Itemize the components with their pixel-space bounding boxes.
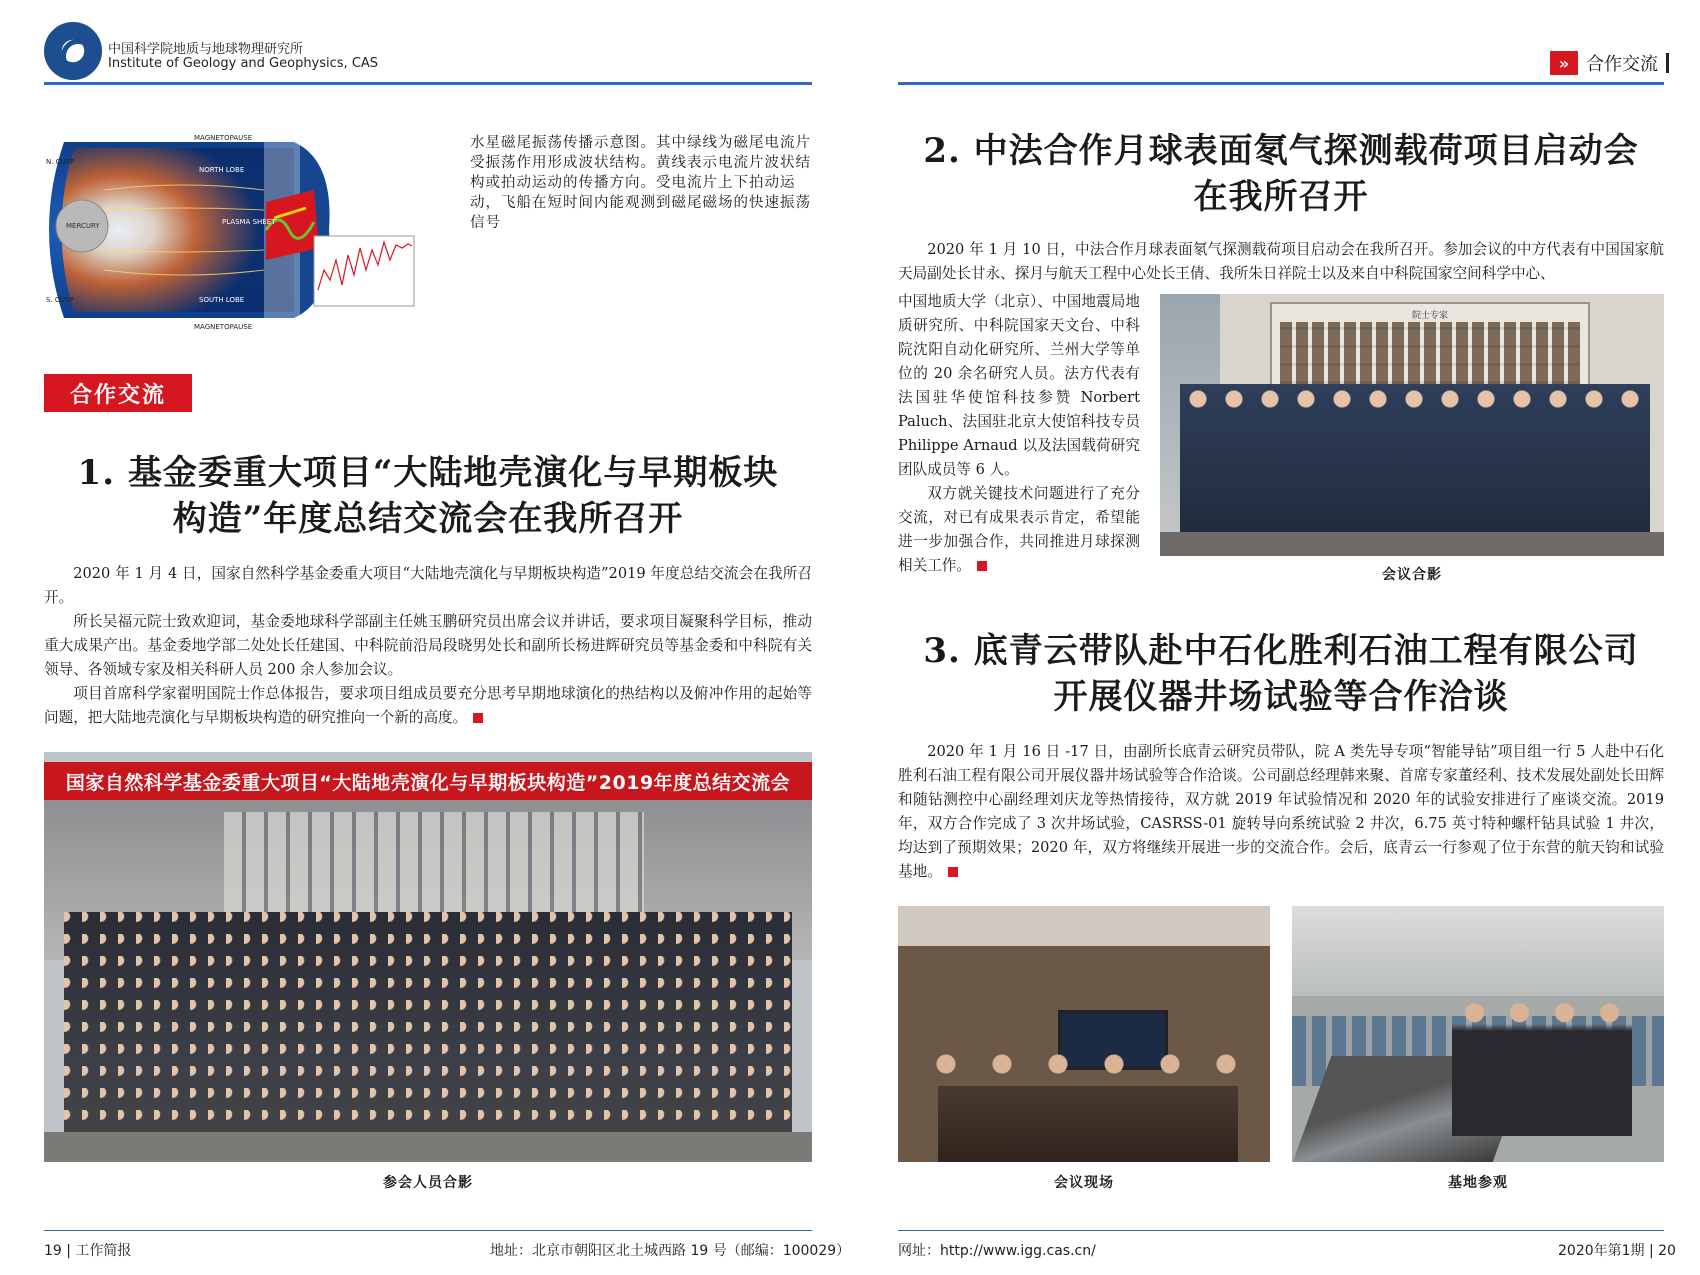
article1-p3-text: 项目首席科学家翟明国院士作总体报告，要求项目组成员要充分思考早期地球演化的热结构以及俯冲作用的起始等问题，把大陆地壳演化与早期板块构造的研究推向一个新的高度。	[44, 685, 812, 726]
end-mark	[948, 867, 958, 877]
portrait-wall-title: 院士专家	[1411, 311, 1448, 321]
article2-p2-text: 双方就关键技术问题进行了充分交流，对已有成果表示肯定，希望能进一步加强合作，共同推进月球探测相关工作。	[898, 485, 1140, 574]
article1-paragraph	[44, 682, 812, 730]
footer-page-label: 19 | 工作简报	[44, 1243, 132, 1259]
meeting-group-photo	[1160, 294, 1664, 556]
double-chevron-icon: »	[1550, 51, 1578, 75]
article1-body	[44, 562, 812, 730]
people-row	[1180, 384, 1650, 534]
floor	[1160, 532, 1664, 556]
footer-issue-page: 2020年第1期 | 20	[1558, 1243, 1676, 1259]
article3-p1-text: 2020 年 1 月 16 日 -17 日，由副所长底青云研究员带队，院 A 类先导专项“智能导钻”项目组一行 5 人赴中石化胜利石油工程有限公司开展仪器井场试验等合作洽谈。公司副总经理韩来聚、首席专家董经利、技术发展处副处长田辉和随钻测控中心副经理刘庆龙等热情接待，双方就 2019 年试验情况和 2020 年的试验安排进行了座谈交流。2019 年，双方合作完成了 3 次井场试验，CASRSS-01 旋转导向系统试验 2 井次，6.75 英寸特种螺杆钻具试验 1 井次，均达到了预期效果；2020 年，双方将继续开展进一步的交流合作。会后，底青云一行参观了位于东营的航天钧和试验基地。	[898, 743, 1664, 880]
article2-title	[898, 128, 1664, 220]
label-n-cusp: N. CUSP	[46, 158, 75, 166]
article2-paragraph: 2020 年 1 月 10 日，中法合作月球表面氡气探测载荷项目启动会在我所召开。参加会议的中方代表有中国国家航天局副处长甘永、探月与航天工程中心处长王倩、我所朱日祥院士以及来自中科院国家空间科学中心、	[898, 241, 1664, 282]
ceiling	[898, 906, 1270, 946]
article2-paragraph: 中国地质大学（北京）、中国地震局地质研究所、中科院国家天文台、中科院沈阳自动化研究所、兰州大学等单位的 20 余名研究人员。法方代表有法国驻华使馆科技参赞 Norbert Paluch、法国驻北京大使馆科技专员 Philippe Arnaud 以及法国载荷研究团队成员等 6 人。	[898, 293, 1140, 478]
article3-body	[898, 740, 1664, 884]
label-magnetopause-bottom: MAGNETOPAUSE	[194, 323, 253, 330]
header-rule-right	[898, 82, 1664, 85]
section-header-right	[1550, 50, 1669, 76]
institute-name-cn: 中国科学院地质与地球物理研究所	[108, 42, 304, 57]
label-north-lobe: NORTH LOBE	[199, 166, 245, 174]
ground	[44, 1132, 812, 1162]
section-header-label: 合作交流	[1586, 54, 1658, 75]
article3-title	[898, 628, 1664, 720]
header-rule	[44, 82, 812, 85]
meeting-room-caption: 会议现场	[1054, 1175, 1114, 1191]
crowd	[64, 912, 792, 1162]
end-mark	[473, 713, 483, 723]
base-visit-caption: 基地参观	[1448, 1175, 1508, 1191]
article2-body	[898, 290, 1140, 578]
footer-rule-right	[898, 1230, 1664, 1231]
meeting-room-photo	[898, 906, 1270, 1162]
end-mark	[977, 561, 987, 571]
meeting-photo-caption: 会议合影	[1382, 567, 1442, 583]
label-plasma-sheet: PLASMA SHEET	[222, 218, 276, 226]
article1-paragraph: 2020 年 1 月 4 日，国家自然科学基金委重大项目“大陆地壳演化与早期板块构造”2019 年度总结交流会在我所召开。	[44, 565, 812, 606]
label-mercury: MERCURY	[66, 222, 100, 230]
photo-banner: 国家自然科学基金委重大项目“大陆地壳演化与早期板块构造”2019年度总结交流会	[44, 762, 812, 800]
article3-paragraph	[898, 740, 1664, 884]
institute-name-en: Institute of Geology and Geophysics, CAS	[108, 56, 379, 71]
group-photo-caption: 参会人员合影	[383, 1175, 473, 1191]
section-tag: 合作交流	[44, 374, 192, 412]
footer-website: 网址：http://www.igg.cas.cn/	[898, 1243, 1096, 1259]
article2-title-line1: 2. 中法合作月球表面氡气探测载荷项目启动会	[923, 131, 1639, 171]
magnetotail-diagram	[44, 130, 464, 330]
attendees	[918, 1046, 1258, 1106]
cas-logo-icon	[44, 22, 102, 80]
article2-intro	[898, 238, 1664, 286]
article2-paragraph	[898, 482, 1140, 578]
article1-paragraph: 所长吴福元院士致欢迎词，基金委地球科学部副主任姚玉鹏研究员出席会议并讲话，要求项目凝聚科学目标，推动重大成果产出。基金委地学部二处处长任建国、中科院前沿局段晓男处长和副所长杨进辉研究员等基金委和中科院有关领导、各领域专家及相关科研人员 200 余人参加会议。	[44, 613, 812, 678]
article1-title-line2: 构造”年度总结交流会在我所召开	[172, 499, 684, 539]
article1-title	[44, 450, 812, 542]
article1-title-line1: 1. 基金委重大项目“大陆地壳演化与早期板块	[77, 453, 779, 493]
divider	[1666, 53, 1669, 73]
visitors	[1452, 996, 1632, 1136]
footer-address: 地址：北京市朝阳区北土城西路 19 号（邮编：100029）	[490, 1243, 851, 1259]
base-visit-photo	[1292, 906, 1664, 1162]
label-south-lobe: SOUTH LOBE	[199, 296, 245, 304]
label-s-cusp: S. CUSP	[46, 296, 74, 304]
diagram-caption: 水星磁尾振荡传播示意图。其中绿线为磁尾电流片受振荡作用形成波状结构。黄线表示电流片波状结构或拍动运动的传播方向。受电流片上下拍动运动，飞船在短时间内能观测到磁尾磁场的快速振荡信号	[470, 135, 811, 231]
workshop-ceiling	[1292, 906, 1664, 996]
footer-rule	[44, 1230, 812, 1231]
article3-title-line2: 开展仪器井场试验等合作洽谈	[1053, 677, 1509, 717]
label-magnetopause-top: MAGNETOPAUSE	[194, 134, 253, 142]
group-photo	[44, 752, 812, 1162]
article2-title-line2: 在我所召开	[1193, 177, 1369, 217]
article3-title-line1: 3. 底青云带队赴中石化胜利石油工程有限公司	[923, 631, 1639, 671]
